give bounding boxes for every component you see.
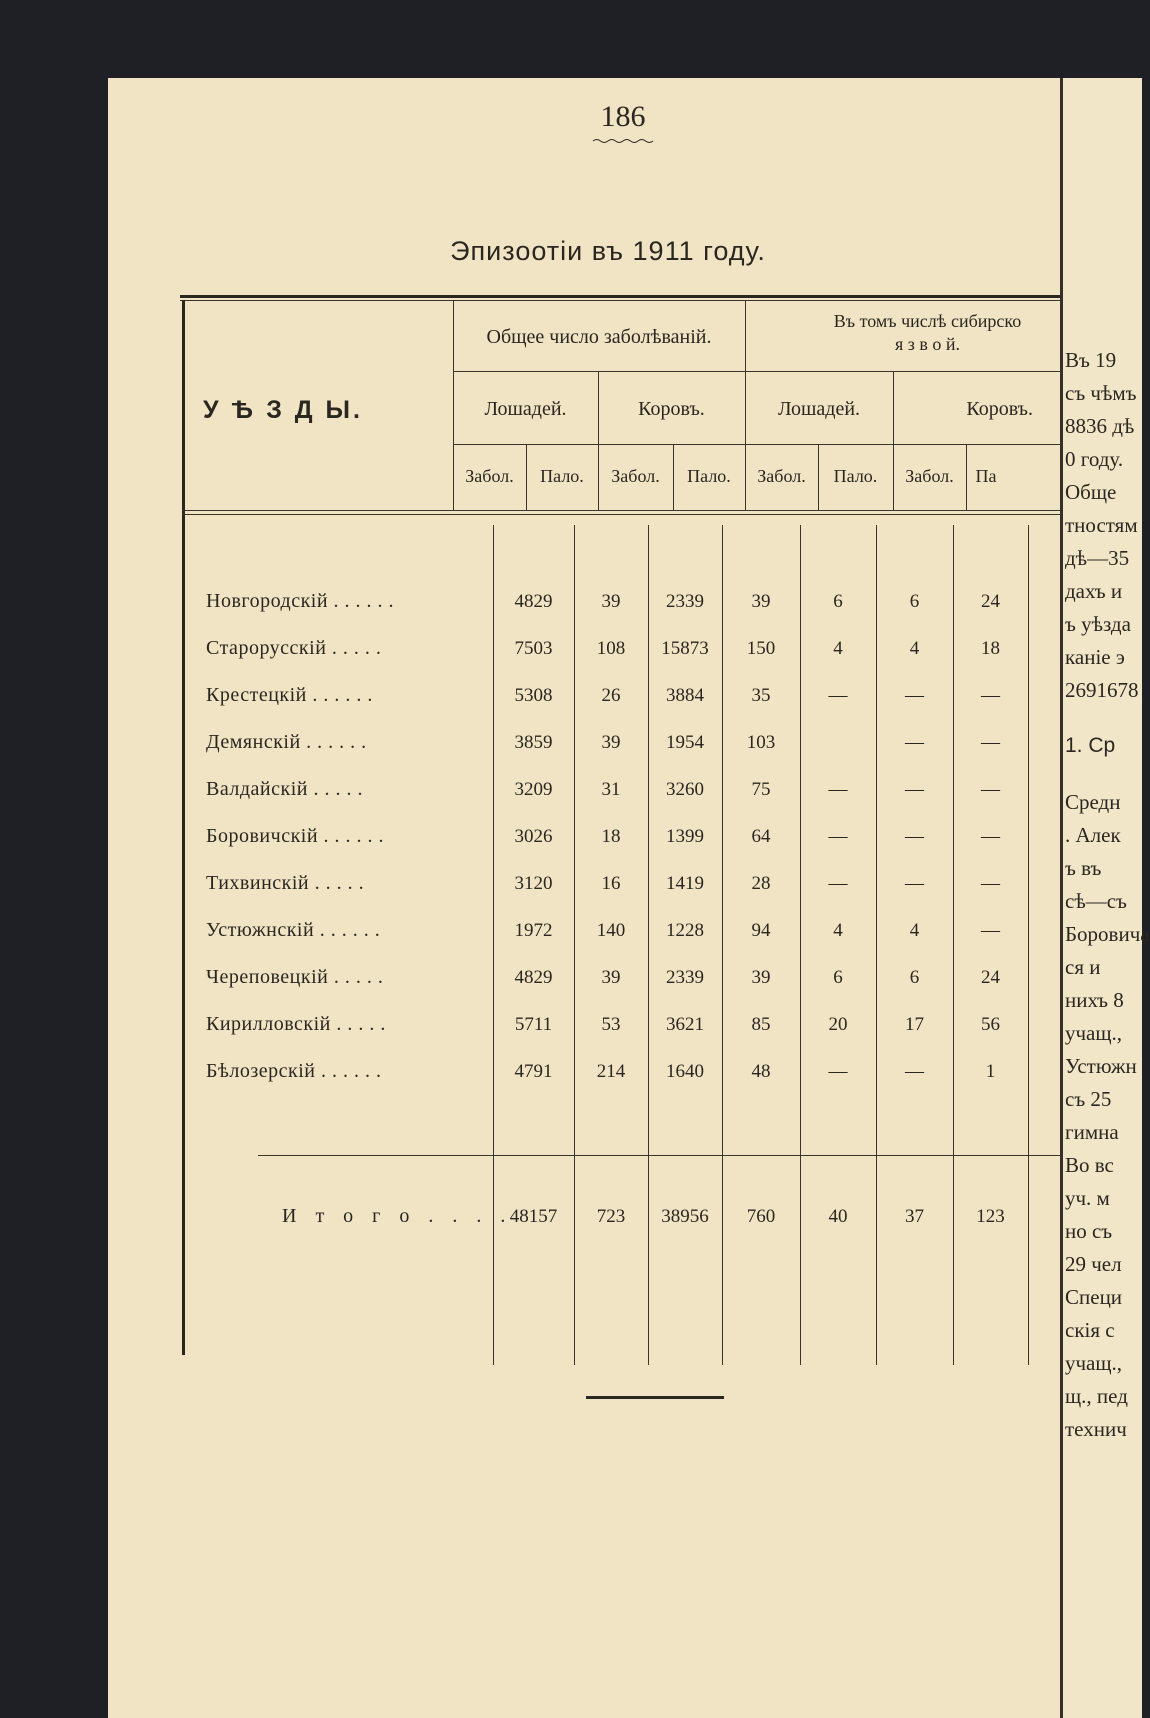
end-rule: [586, 1396, 724, 1399]
next-page-line: учащ.,: [1065, 1351, 1123, 1375]
anthrax-horses-fallen: 17: [905, 1014, 924, 1035]
cows-header: Коровъ.: [638, 398, 705, 420]
horses-sick: 3859: [514, 732, 553, 753]
horses-sick: 3026: [514, 826, 553, 847]
horses-sick: 3209: [514, 779, 553, 800]
fallen-header: Па: [975, 466, 997, 486]
next-page-line: Специ: [1065, 1285, 1123, 1309]
anthrax-horses-sick: 4: [833, 920, 843, 941]
next-page-line: Боровича: [1065, 922, 1150, 946]
district-name: Крестецкій . . . . . .: [206, 684, 373, 706]
next-page-line: но съ: [1065, 1219, 1113, 1243]
table-left-border: [182, 300, 185, 1355]
horses-fallen: 214: [596, 1061, 626, 1082]
next-page-line: съ 25: [1065, 1087, 1112, 1111]
fallen-header: Пало.: [540, 466, 584, 486]
anthrax-horses-sick: —: [828, 826, 848, 847]
page-title: Эпизоотіи въ 1911 году.: [450, 236, 766, 266]
cows-sick: 2339: [666, 591, 704, 612]
next-page-line: сѣ—съ: [1065, 889, 1127, 913]
next-page-line: Во вс: [1065, 1153, 1114, 1177]
district-name: Бѣлозерскій . . . . . .: [206, 1060, 382, 1082]
anthrax-cows-sick: 56: [981, 1014, 1000, 1035]
district-name: Тихвинскій . . . . .: [206, 872, 365, 894]
anthrax-horses-fallen: 6: [909, 591, 920, 612]
next-page-line: 2691678: [1065, 678, 1139, 702]
next-page-line: 0 году.: [1065, 447, 1124, 471]
anthrax-cows-sick: 24: [981, 591, 1000, 612]
horses-sick: 4829: [514, 967, 553, 988]
total-separator: [258, 1155, 1108, 1156]
anthrax-horses-sick: 6: [833, 967, 843, 988]
sick-header: Забол.: [757, 466, 806, 486]
district-name: Череповецкій . . . . .: [206, 966, 384, 988]
horses-fallen: 26: [601, 685, 621, 706]
col-divider: [893, 371, 894, 511]
district-name: Боровичскій . . . . . .: [206, 825, 385, 847]
cows-sick: 3621: [666, 1014, 704, 1035]
anthrax-horses-fallen: 4: [909, 638, 920, 659]
district-name: Устюжнскій . . . . . .: [206, 919, 381, 941]
sick-header: Забол.: [465, 466, 514, 486]
anthrax-horses-fallen: 6: [909, 967, 920, 988]
anthrax-cows-sick: —: [981, 732, 1000, 753]
total-cows-sick: 38956: [661, 1206, 709, 1227]
anthrax-horses-fallen: —: [905, 732, 924, 753]
next-page-line: дѣ—35: [1065, 546, 1130, 570]
total-anthrax-cows-sick: 123: [976, 1206, 1005, 1227]
total-horses-fallen: 723: [596, 1206, 626, 1227]
horses-sick: 7503: [514, 638, 553, 659]
cows-fallen: 85: [751, 1014, 771, 1035]
district-name: Старорусскій . . . . .: [206, 637, 382, 659]
col-divider: [1028, 525, 1029, 1365]
horses-fallen: 53: [601, 1014, 621, 1035]
page-number: 186: [600, 100, 646, 133]
next-page-line: Обще: [1065, 480, 1117, 504]
cows-fallen: 48: [751, 1061, 771, 1082]
next-page-line: Устюжн: [1065, 1054, 1137, 1078]
anthrax-horses-sick: 6: [833, 591, 843, 612]
next-page-line: 1. Ср: [1065, 734, 1116, 757]
next-page-line: ъ въ: [1065, 856, 1102, 880]
cows-fallen: 39: [751, 967, 771, 988]
horses-header: Лошадей.: [484, 398, 567, 420]
horses-fallen: 140: [596, 920, 626, 941]
district-name: Новгородскій . . . . . .: [206, 590, 395, 612]
next-page-line: дахъ и: [1065, 579, 1123, 603]
anthrax-horses-sick: —: [828, 873, 848, 894]
cows-sick: 2339: [666, 967, 704, 988]
anthrax-cows-sick: —: [981, 826, 1000, 847]
horses-fallen: 18: [601, 826, 621, 847]
cows-sick: 15873: [661, 638, 709, 659]
horses-sick: 1972: [514, 920, 553, 941]
book-page: [108, 78, 1108, 1718]
next-page-line: съ чѣмъ: [1065, 381, 1137, 405]
anthrax-horses-fallen: —: [905, 685, 924, 706]
district-name: Демянскій . . . . . .: [206, 731, 367, 753]
header-separator: [182, 510, 1108, 511]
total-horses-sick: 48157: [509, 1206, 558, 1227]
cows-sick: 3260: [666, 779, 704, 800]
total-anthrax-horses-fallen: 37: [905, 1206, 924, 1227]
table-top-border-thin: [180, 300, 1108, 301]
next-page-line: гимна: [1065, 1120, 1119, 1144]
cows-fallen: 64: [751, 826, 771, 847]
header-separator-2: [182, 514, 1108, 515]
anthrax-header-line2: я з в о й.: [894, 334, 961, 354]
cows-sick: 1954: [666, 732, 704, 753]
next-page-line: ъ уѣзда: [1065, 612, 1131, 636]
sick-header: Забол.: [611, 466, 660, 486]
cows-fallen: 103: [746, 732, 776, 753]
anthrax-horses-sick: 4: [833, 638, 843, 659]
fallen-header: Пало.: [833, 466, 878, 486]
cows-fallen: 150: [746, 638, 776, 659]
anthrax-cows-sick: 24: [981, 967, 1000, 988]
horses-fallen: 39: [601, 732, 621, 753]
col-divider: [598, 371, 599, 511]
next-page-line: Въ 19: [1065, 348, 1117, 372]
next-page-line: 29 чел: [1065, 1252, 1122, 1276]
horses-fallen: 39: [601, 967, 621, 988]
anthrax-cows-sick: —: [981, 920, 1000, 941]
horses-fallen: 108: [596, 638, 626, 659]
cows-sick: 1228: [666, 920, 704, 941]
cows-sick: 1419: [666, 873, 704, 894]
anthrax-cows-sick: 18: [981, 638, 1000, 659]
next-page-line: каніе э: [1065, 645, 1125, 669]
horses-sick: 4829: [514, 591, 553, 612]
next-page-line: тностям: [1065, 513, 1138, 537]
header-sub-line: [453, 444, 1108, 445]
anthrax-cows-header: Коровъ.: [966, 398, 1033, 420]
anthrax-horses-header: Лошадей.: [777, 398, 861, 420]
cows-fallen: 35: [751, 685, 771, 706]
next-page-line: нихъ 8: [1065, 988, 1124, 1012]
anthrax-cows-sick: 1: [985, 1061, 996, 1082]
total-cows-fallen: 760: [746, 1206, 776, 1227]
cows-sick: 1399: [666, 826, 704, 847]
districts-header: У Ѣ З Д Ы.: [203, 396, 363, 424]
cows-sick: 3884: [666, 685, 704, 706]
anthrax-cows-sick: —: [981, 779, 1000, 800]
total-cases-header: Общее число заболѣваній.: [486, 326, 712, 348]
anthrax-horses-sick: —: [828, 685, 848, 706]
anthrax-horses-fallen: —: [905, 826, 924, 847]
district-name: Кирилловскій . . . . .: [206, 1013, 386, 1035]
horses-sick: 3120: [514, 873, 553, 894]
cows-fallen: 28: [751, 873, 771, 894]
anthrax-horses-fallen: —: [905, 1061, 924, 1082]
horses-sick: 5711: [514, 1014, 553, 1035]
district-name: Валдайскій . . . . .: [206, 778, 363, 800]
horses-sick: 4791: [514, 1061, 553, 1082]
total-label: И т о г о . . . .: [282, 1205, 513, 1227]
cows-sick: 1640: [666, 1061, 704, 1082]
anthrax-horses-sick: —: [828, 1061, 848, 1082]
anthrax-horses-sick: —: [828, 779, 848, 800]
next-page-line: . Алек: [1065, 823, 1121, 847]
next-page-line: учащ.,: [1065, 1021, 1123, 1045]
horses-fallen: 16: [601, 873, 621, 894]
horses-fallen: 31: [601, 779, 621, 800]
anthrax-horses-fallen: —: [905, 779, 924, 800]
anthrax-header: Въ томъ числѣ сибирско: [833, 311, 1022, 331]
next-page-line: уч. м: [1065, 1186, 1110, 1210]
anthrax-cows-sick: —: [981, 873, 1000, 894]
cows-fallen: 39: [751, 591, 771, 612]
anthrax-cows-sick: —: [981, 685, 1000, 706]
fallen-header: Пало.: [687, 466, 731, 486]
anthrax-horses-fallen: —: [905, 873, 924, 894]
sick-header: Забол.: [905, 466, 954, 486]
horses-fallen: 39: [601, 591, 621, 612]
next-page-line: скія с: [1065, 1318, 1115, 1342]
horses-sick: 5308: [514, 685, 553, 706]
next-page-line: 8836 дѣ: [1065, 414, 1135, 438]
next-page-line: технич: [1065, 1417, 1127, 1441]
wavy-ornament: [593, 138, 653, 144]
next-page-line: щ., пед: [1065, 1384, 1128, 1408]
table-top-border: [180, 295, 1108, 298]
next-page-line: Средн: [1065, 790, 1121, 814]
anthrax-horses-sick: 20: [828, 1014, 848, 1035]
anthrax-horses-fallen: 4: [909, 920, 920, 941]
cows-fallen: 75: [751, 779, 771, 800]
cows-fallen: 94: [751, 920, 771, 941]
next-page-line: ся и: [1065, 955, 1101, 979]
total-anthrax-horses-sick: 40: [828, 1206, 848, 1227]
header-group-line: [453, 371, 1108, 372]
next-page-edge: [1060, 78, 1150, 1718]
